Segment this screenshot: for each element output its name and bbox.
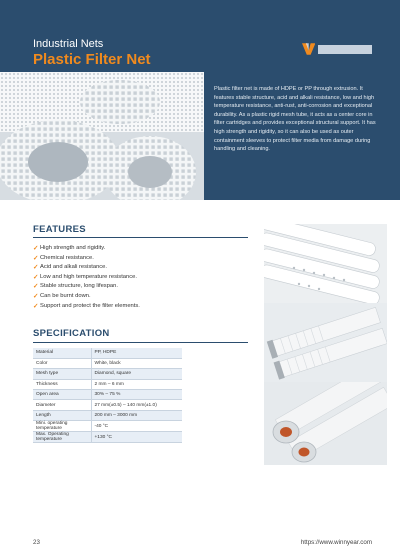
feature-item: ✓ High strength and rigidity.	[33, 245, 106, 252]
spec-value: 2 mm – 6 mm	[91, 379, 182, 389]
spec-key: Mesh type	[33, 369, 91, 379]
specification-table	[33, 348, 182, 443]
table-row	[33, 369, 182, 379]
spec-value: 30% – 75 %	[91, 390, 182, 400]
product-photo-pleated-cartridges	[264, 303, 387, 386]
table-row	[33, 432, 182, 443]
spec-key: Color	[33, 358, 91, 368]
check-icon: ✓	[33, 254, 39, 262]
website-link[interactable]: https://www.winnyear.com	[300, 539, 372, 546]
check-icon: ✓	[33, 245, 39, 252]
features-heading: FEATURES	[33, 224, 86, 235]
spec-key: Max. Operating temperature	[33, 432, 91, 443]
spec-value: 27 mm(±0.5) – 140 mm(±1.0)	[91, 400, 182, 410]
spec-key: Diameter	[33, 400, 91, 410]
spec-value: Diamond, square	[91, 369, 182, 379]
product-photo-white-tubes	[264, 224, 387, 307]
product-photo-cartridge-ends	[264, 382, 387, 465]
spec-value: -40 °C	[91, 421, 182, 432]
spec-value: +130 °C	[91, 432, 182, 443]
feature-item: ✓ Can be burnt down.	[33, 292, 91, 300]
spec-key: Mini. operating temperature	[33, 421, 91, 432]
check-icon: ✓	[33, 273, 39, 281]
brand-logo-wordmark	[318, 45, 372, 54]
table-row	[33, 348, 182, 358]
specification-divider	[33, 342, 248, 343]
spec-value: White, black	[91, 358, 182, 368]
features-list	[33, 244, 248, 311]
mesh-tubes-image	[264, 224, 387, 307]
spec-key: Thickness	[33, 379, 91, 389]
intro-paragraph: Plastic filter net is made of HDPE or PP through extrusion. It features stable structure, acid and alkali resistance, low and high temperature resistance, anti-rust, anti-corrosion and exceptional durability. As a plastic rigid mesh tube, it acts as a center core in filter cartridges and provides exceptional structural support. It has high strength and rigidity, so it can also be used as outer containment sleeves to protect filter media from damage during handling and cleaning.	[214, 86, 376, 153]
check-icon: ✓	[33, 292, 39, 300]
feature-item: ✓ Stable structure, long lifespan.	[33, 283, 118, 291]
table-row	[33, 400, 182, 410]
spec-key: Length	[33, 410, 91, 420]
pleated-cartridge-image	[264, 303, 387, 386]
brand-logo	[302, 41, 372, 57]
spec-value: PP, HDPE	[91, 348, 182, 358]
check-icon: ✓	[33, 302, 39, 310]
page-number: 23	[33, 539, 40, 546]
spec-key: Material	[33, 348, 91, 358]
category-label: Industrial Nets	[33, 38, 104, 50]
feature-item: ✓ Acid and alkali resistance.	[33, 264, 108, 272]
table-row	[33, 421, 182, 432]
table-row	[33, 390, 182, 400]
table-row	[33, 379, 182, 389]
spec-key: Open area	[33, 390, 91, 400]
page-title: Plastic Filter Net	[33, 51, 151, 68]
feature-item: ✓ Chemical resistance.	[33, 254, 94, 262]
brand-logo-icon	[302, 42, 315, 56]
check-icon: ✓	[33, 264, 39, 272]
spec-value: 200 mm – 3000 mm	[91, 410, 182, 420]
feature-item: ✓ Low and high temperature resistance.	[33, 273, 137, 281]
table-row	[33, 410, 182, 420]
feature-item: ✓ Support and protect the filter elements.	[33, 302, 140, 310]
specification-heading: SPECIFICATION	[33, 328, 110, 339]
cartridge-ends-image	[264, 382, 387, 465]
hero-image	[0, 72, 204, 200]
check-icon: ✓	[33, 283, 39, 291]
features-divider	[33, 237, 248, 238]
table-row	[33, 358, 182, 368]
hero-mesh-tubes-image	[0, 72, 204, 200]
